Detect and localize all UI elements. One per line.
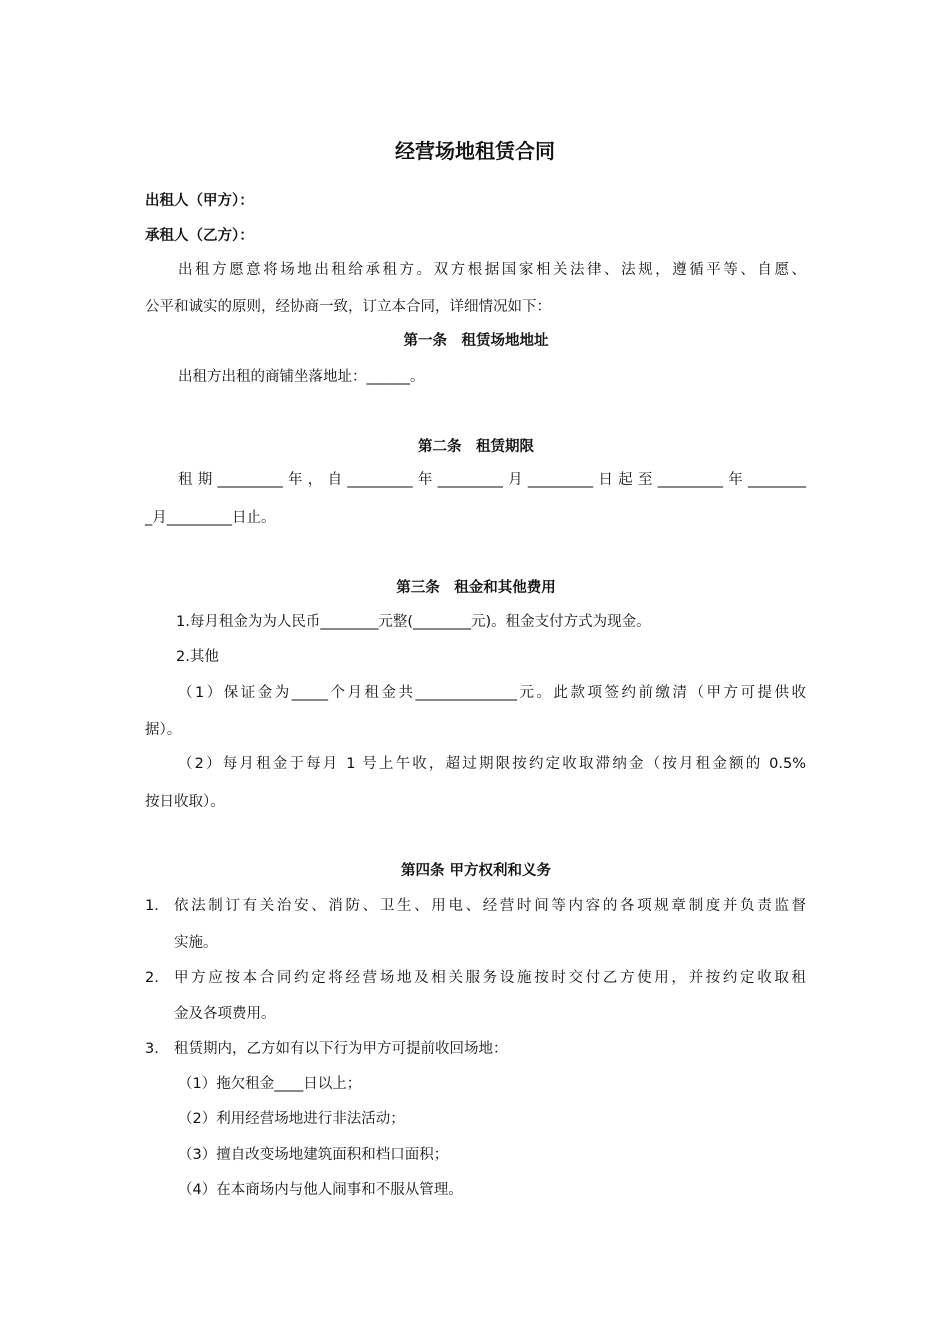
article4-item-1-line-2: 实施。 xyxy=(174,935,218,951)
article3-sub1-line-2: 据）。 xyxy=(145,722,182,738)
article4-subitem-4: （4）在本商场内与他人闹事和不服从管理。 xyxy=(178,1182,463,1198)
article3-item-2: 2.其他 xyxy=(176,649,219,665)
article2-line-2: _月_________日止。 xyxy=(145,510,276,526)
article4-item-2-number: 2. xyxy=(145,970,159,986)
article3-heading: 第三条 租金和其他费用 xyxy=(396,580,556,596)
article4-item-1-number: 1. xyxy=(145,898,159,914)
article4-item-3-number: 3. xyxy=(145,1041,159,1057)
article4-item-2-line-2: 金及各项费用。 xyxy=(174,1006,276,1022)
article4-item-2-line-1: 甲方应按本合同约定将经营场地及相关服务设施按时交付乙方使用，并按约定收取租 xyxy=(174,970,806,986)
intro-line-1: 出租方愿意将场地出租给承租方。双方根据国家相关法律、法规，遵循平等、自愿、 xyxy=(178,262,806,278)
article3-item-1: 1.每月租金为为人民币________元整(________元)。租金支付方式为现金。 xyxy=(176,614,651,630)
article1-text: 出租方出租的商铺坐落地址：______。 xyxy=(178,369,425,385)
article3-sub2-line-1: （2）每月租金于每月 1 号上午收，超过期限按约定收取滞纳金（按月租金额的 0.5% xyxy=(178,756,806,772)
article4-subitem-2: （2）利用经营场地进行非法活动； xyxy=(178,1111,405,1127)
article4-item-3-line-1: 租赁期内，乙方如有以下行为甲方可提前收回场地： xyxy=(174,1041,508,1057)
article2-heading: 第二条 租赁期限 xyxy=(418,439,534,455)
document-title: 经营场地租赁合同 xyxy=(395,139,555,163)
article4-subitem-1: （1）拖欠租金____日以上； xyxy=(178,1076,362,1092)
article1-heading: 第一条 租赁场地地址 xyxy=(403,333,549,349)
article4-heading: 第四条 甲方权利和义务 xyxy=(400,863,552,879)
article4-item-1-line-1: 依法制订有关治安、消防、卫生、用电、经营时间等内容的各项规章制度并负责监督 xyxy=(174,898,806,914)
intro-line-2: 公平和诚实的原则，经协商一致，订立本合同，详细情况如下： xyxy=(145,299,551,315)
lessee-line: 承租人（乙方）： xyxy=(145,228,254,244)
lessor-line: 出租人（甲方）： xyxy=(145,193,254,209)
article2-line-1: 租期_________年，自_________年_________月_________日起至_________年________ xyxy=(178,472,806,488)
article4-subitem-3: （3）擅自改变场地建筑面积和档口面积； xyxy=(178,1147,449,1163)
article3-sub2-line-2: 按日收取）。 xyxy=(145,794,225,810)
article3-sub1-line-1: （1）保证金为_____个月租金共______________元。此款项签约前缴清（甲方可提供收 xyxy=(178,685,806,701)
